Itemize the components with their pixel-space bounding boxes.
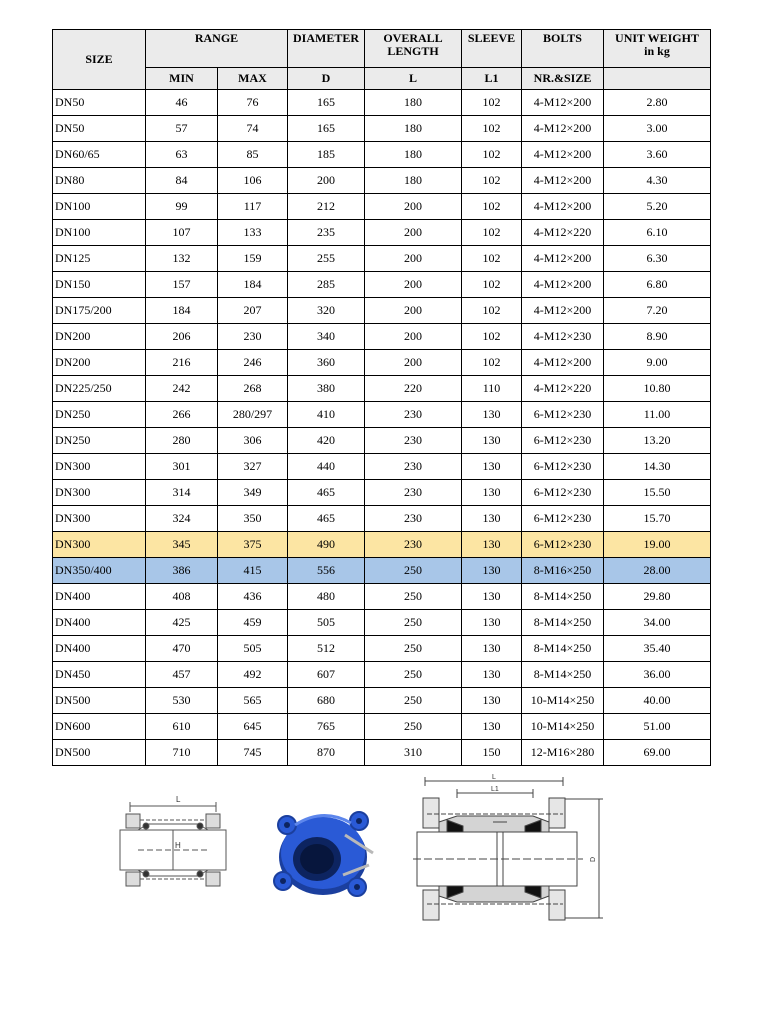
cell-bolts: 4-M12×200 bbox=[522, 142, 604, 168]
cell-l: 250 bbox=[365, 714, 462, 740]
cell-size: DN150 bbox=[53, 272, 146, 298]
cell-weight: 14.30 bbox=[604, 454, 711, 480]
cell-l: 180 bbox=[365, 142, 462, 168]
cell-bolts: 10-M14×250 bbox=[522, 688, 604, 714]
header-unit-weight-line1: UNIT WEIGHT bbox=[615, 31, 699, 45]
cell-min: 470 bbox=[146, 636, 218, 662]
cell-bolts: 8-M14×250 bbox=[522, 636, 604, 662]
cell-d: 200 bbox=[288, 168, 365, 194]
cell-l1: 130 bbox=[462, 610, 522, 636]
cell-l1: 130 bbox=[462, 506, 522, 532]
table-row bbox=[53, 428, 711, 454]
cell-l1: 150 bbox=[462, 740, 522, 766]
cell-size: DN350/400 bbox=[53, 558, 146, 584]
cell-weight: 11.00 bbox=[604, 402, 711, 428]
cell-l: 200 bbox=[365, 194, 462, 220]
cell-weight: 51.00 bbox=[604, 714, 711, 740]
cell-max: 415 bbox=[218, 558, 288, 584]
header-overall-length-sub: L bbox=[365, 68, 462, 90]
cell-bolts: 6-M12×230 bbox=[522, 402, 604, 428]
table-row bbox=[53, 636, 711, 662]
table-row bbox=[53, 142, 711, 168]
small-drawing-label-l: L bbox=[176, 795, 181, 804]
cell-size: DN500 bbox=[53, 688, 146, 714]
cell-weight: 19.00 bbox=[604, 532, 711, 558]
small-drawing-label-h: H bbox=[175, 841, 181, 850]
large-drawing-label-l: L bbox=[492, 774, 496, 781]
cell-l1: 130 bbox=[462, 662, 522, 688]
cell-min: 280 bbox=[146, 428, 218, 454]
cell-size: DN100 bbox=[53, 220, 146, 246]
cell-l1: 130 bbox=[462, 532, 522, 558]
cell-d: 410 bbox=[288, 402, 365, 428]
cell-min: 345 bbox=[146, 532, 218, 558]
cell-min: 216 bbox=[146, 350, 218, 376]
cell-l: 200 bbox=[365, 298, 462, 324]
cell-max: 436 bbox=[218, 584, 288, 610]
cell-l: 230 bbox=[365, 480, 462, 506]
cell-bolts: 6-M12×230 bbox=[522, 532, 604, 558]
cell-min: 184 bbox=[146, 298, 218, 324]
cell-size: DN60/65 bbox=[53, 142, 146, 168]
header-unit-weight-line2: in kg bbox=[644, 44, 670, 58]
cell-bolts: 4-M12×200 bbox=[522, 168, 604, 194]
cell-min: 242 bbox=[146, 376, 218, 402]
table-row bbox=[53, 480, 711, 506]
cell-weight: 35.40 bbox=[604, 636, 711, 662]
cell-l: 180 bbox=[365, 116, 462, 142]
cell-weight: 2.80 bbox=[604, 90, 711, 116]
cell-l1: 102 bbox=[462, 168, 522, 194]
cell-min: 84 bbox=[146, 168, 218, 194]
cell-weight: 40.00 bbox=[604, 688, 711, 714]
cell-l: 200 bbox=[365, 246, 462, 272]
cell-l: 250 bbox=[365, 636, 462, 662]
cell-min: 46 bbox=[146, 90, 218, 116]
cell-min: 132 bbox=[146, 246, 218, 272]
table-row bbox=[53, 610, 711, 636]
cell-d: 165 bbox=[288, 90, 365, 116]
table-row bbox=[53, 116, 711, 142]
cell-size: DN125 bbox=[53, 246, 146, 272]
cell-max: 246 bbox=[218, 350, 288, 376]
cell-l: 250 bbox=[365, 558, 462, 584]
cell-weight: 5.20 bbox=[604, 194, 711, 220]
table-row bbox=[53, 272, 711, 298]
table-row bbox=[53, 402, 711, 428]
cell-l: 230 bbox=[365, 532, 462, 558]
cell-weight: 34.00 bbox=[604, 610, 711, 636]
cell-weight: 69.00 bbox=[604, 740, 711, 766]
cell-bolts: 8-M14×250 bbox=[522, 584, 604, 610]
cell-bolts: 4-M12×200 bbox=[522, 246, 604, 272]
cell-min: 408 bbox=[146, 584, 218, 610]
header-overall-length-line2: LENGTH bbox=[387, 44, 439, 58]
cell-l1: 102 bbox=[462, 298, 522, 324]
cell-max: 505 bbox=[218, 636, 288, 662]
header-unit-weight bbox=[604, 30, 711, 68]
cell-l1: 102 bbox=[462, 142, 522, 168]
cell-max: 565 bbox=[218, 688, 288, 714]
cell-weight: 15.50 bbox=[604, 480, 711, 506]
cell-size: DN250 bbox=[53, 402, 146, 428]
table-row bbox=[53, 246, 711, 272]
cell-d: 870 bbox=[288, 740, 365, 766]
cell-size: DN500 bbox=[53, 740, 146, 766]
cell-l: 200 bbox=[365, 324, 462, 350]
table-row bbox=[53, 298, 711, 324]
table-row bbox=[53, 168, 711, 194]
cell-max: 117 bbox=[218, 194, 288, 220]
cell-d: 255 bbox=[288, 246, 365, 272]
cell-d: 340 bbox=[288, 324, 365, 350]
spec-table bbox=[52, 29, 711, 766]
cell-l1: 102 bbox=[462, 350, 522, 376]
header-unit-weight-sub bbox=[604, 68, 711, 90]
table-row bbox=[53, 584, 711, 610]
cell-size: DN50 bbox=[53, 116, 146, 142]
table-row bbox=[53, 90, 711, 116]
cell-d: 360 bbox=[288, 350, 365, 376]
cell-min: 157 bbox=[146, 272, 218, 298]
cell-weight: 8.90 bbox=[604, 324, 711, 350]
header-size: SIZE bbox=[53, 30, 146, 90]
cell-min: 63 bbox=[146, 142, 218, 168]
header-min: MIN bbox=[146, 68, 218, 90]
cell-bolts: 4-M12×200 bbox=[522, 194, 604, 220]
cell-d: 235 bbox=[288, 220, 365, 246]
cell-d: 765 bbox=[288, 714, 365, 740]
cell-l1: 130 bbox=[462, 428, 522, 454]
cell-l1: 102 bbox=[462, 220, 522, 246]
cell-bolts: 4-M12×200 bbox=[522, 90, 604, 116]
cell-bolts: 6-M12×230 bbox=[522, 454, 604, 480]
small-technical-drawing bbox=[118, 790, 228, 905]
header-sleeve: SLEEVE bbox=[462, 30, 522, 68]
cell-max: 85 bbox=[218, 142, 288, 168]
header-overall-length-line1: OVERALL bbox=[383, 31, 443, 45]
cell-d: 505 bbox=[288, 610, 365, 636]
cell-weight: 6.10 bbox=[604, 220, 711, 246]
cell-max: 133 bbox=[218, 220, 288, 246]
cell-size: DN300 bbox=[53, 532, 146, 558]
cell-max: 159 bbox=[218, 246, 288, 272]
table-row bbox=[53, 714, 711, 740]
cell-l1: 102 bbox=[462, 324, 522, 350]
cell-max: 184 bbox=[218, 272, 288, 298]
cell-l1: 130 bbox=[462, 402, 522, 428]
cell-l1: 130 bbox=[462, 714, 522, 740]
cell-l1: 130 bbox=[462, 558, 522, 584]
cell-weight: 6.30 bbox=[604, 246, 711, 272]
cell-min: 57 bbox=[146, 116, 218, 142]
cell-size: DN300 bbox=[53, 480, 146, 506]
product-photo bbox=[265, 795, 380, 907]
cell-l: 250 bbox=[365, 662, 462, 688]
cell-min: 530 bbox=[146, 688, 218, 714]
cell-l1: 130 bbox=[462, 480, 522, 506]
cell-size: DN50 bbox=[53, 90, 146, 116]
cell-min: 610 bbox=[146, 714, 218, 740]
header-diameter: DIAMETER bbox=[288, 30, 365, 68]
cell-l: 230 bbox=[365, 454, 462, 480]
table-row bbox=[53, 558, 711, 584]
cell-l1: 130 bbox=[462, 454, 522, 480]
cell-d: 212 bbox=[288, 194, 365, 220]
cell-weight: 9.00 bbox=[604, 350, 711, 376]
cell-min: 386 bbox=[146, 558, 218, 584]
cell-size: DN175/200 bbox=[53, 298, 146, 324]
cell-size: DN100 bbox=[53, 194, 146, 220]
table-row bbox=[53, 324, 711, 350]
cell-max: 280/297 bbox=[218, 402, 288, 428]
cell-size: DN400 bbox=[53, 584, 146, 610]
header-bolts: BOLTS bbox=[522, 30, 604, 68]
cell-min: 425 bbox=[146, 610, 218, 636]
cell-min: 457 bbox=[146, 662, 218, 688]
cell-bolts: 4-M12×220 bbox=[522, 220, 604, 246]
cell-l1: 110 bbox=[462, 376, 522, 402]
cell-l1: 102 bbox=[462, 90, 522, 116]
large-drawing-label-d: D bbox=[590, 856, 597, 862]
cell-max: 349 bbox=[218, 480, 288, 506]
cell-bolts: 8-M14×250 bbox=[522, 662, 604, 688]
cell-l: 250 bbox=[365, 610, 462, 636]
table-row bbox=[53, 662, 711, 688]
cell-l1: 102 bbox=[462, 194, 522, 220]
cell-size: DN200 bbox=[53, 324, 146, 350]
cell-size: DN450 bbox=[53, 662, 146, 688]
cell-d: 320 bbox=[288, 298, 365, 324]
cell-max: 306 bbox=[218, 428, 288, 454]
cell-d: 490 bbox=[288, 532, 365, 558]
cell-size: DN400 bbox=[53, 610, 146, 636]
cell-min: 99 bbox=[146, 194, 218, 220]
cell-weight: 4.30 bbox=[604, 168, 711, 194]
cell-weight: 13.20 bbox=[604, 428, 711, 454]
table-row bbox=[53, 194, 711, 220]
large-drawing-label-l1: L1 bbox=[491, 786, 499, 793]
cell-d: 420 bbox=[288, 428, 365, 454]
cell-weight: 28.00 bbox=[604, 558, 711, 584]
cell-d: 680 bbox=[288, 688, 365, 714]
cell-max: 268 bbox=[218, 376, 288, 402]
cell-bolts: 8-M16×250 bbox=[522, 558, 604, 584]
cell-min: 206 bbox=[146, 324, 218, 350]
cell-max: 230 bbox=[218, 324, 288, 350]
cell-max: 375 bbox=[218, 532, 288, 558]
cell-l: 220 bbox=[365, 376, 462, 402]
cell-d: 285 bbox=[288, 272, 365, 298]
cell-max: 74 bbox=[218, 116, 288, 142]
cell-weight: 10.80 bbox=[604, 376, 711, 402]
cell-l: 230 bbox=[365, 402, 462, 428]
cell-d: 185 bbox=[288, 142, 365, 168]
cell-min: 324 bbox=[146, 506, 218, 532]
cell-min: 301 bbox=[146, 454, 218, 480]
cell-max: 207 bbox=[218, 298, 288, 324]
cell-weight: 3.60 bbox=[604, 142, 711, 168]
cell-max: 492 bbox=[218, 662, 288, 688]
cell-l: 200 bbox=[365, 220, 462, 246]
cell-bolts: 4-M12×230 bbox=[522, 324, 604, 350]
cell-size: DN300 bbox=[53, 454, 146, 480]
cell-weight: 36.00 bbox=[604, 662, 711, 688]
cell-max: 106 bbox=[218, 168, 288, 194]
table-row bbox=[53, 350, 711, 376]
cell-weight: 29.80 bbox=[604, 584, 711, 610]
cell-l: 200 bbox=[365, 350, 462, 376]
cell-weight: 3.00 bbox=[604, 116, 711, 142]
cell-size: DN225/250 bbox=[53, 376, 146, 402]
cell-l: 250 bbox=[365, 688, 462, 714]
cell-l1: 130 bbox=[462, 584, 522, 610]
cell-l: 230 bbox=[365, 506, 462, 532]
cell-l1: 130 bbox=[462, 688, 522, 714]
header-diameter-sub: D bbox=[288, 68, 365, 90]
cell-d: 465 bbox=[288, 506, 365, 532]
cell-bolts: 4-M12×200 bbox=[522, 350, 604, 376]
table-row bbox=[53, 454, 711, 480]
cell-size: DN600 bbox=[53, 714, 146, 740]
cell-max: 76 bbox=[218, 90, 288, 116]
cell-size: DN250 bbox=[53, 428, 146, 454]
table-row bbox=[53, 506, 711, 532]
table-row bbox=[53, 740, 711, 766]
cell-bolts: 8-M14×250 bbox=[522, 610, 604, 636]
cell-max: 745 bbox=[218, 740, 288, 766]
cell-weight: 15.70 bbox=[604, 506, 711, 532]
cell-bolts: 4-M12×200 bbox=[522, 116, 604, 142]
cell-bolts: 6-M12×230 bbox=[522, 428, 604, 454]
cell-max: 459 bbox=[218, 610, 288, 636]
cell-d: 165 bbox=[288, 116, 365, 142]
cell-min: 107 bbox=[146, 220, 218, 246]
cell-d: 480 bbox=[288, 584, 365, 610]
large-technical-drawing bbox=[413, 772, 605, 944]
cell-max: 327 bbox=[218, 454, 288, 480]
header-max: MAX bbox=[218, 68, 288, 90]
cell-min: 314 bbox=[146, 480, 218, 506]
cell-l: 230 bbox=[365, 428, 462, 454]
cell-l: 310 bbox=[365, 740, 462, 766]
cell-size: DN300 bbox=[53, 506, 146, 532]
cell-bolts: 10-M14×250 bbox=[522, 714, 604, 740]
cell-max: 350 bbox=[218, 506, 288, 532]
cell-d: 556 bbox=[288, 558, 365, 584]
cell-size: DN200 bbox=[53, 350, 146, 376]
cell-l1: 102 bbox=[462, 246, 522, 272]
table-row bbox=[53, 688, 711, 714]
cell-size: DN400 bbox=[53, 636, 146, 662]
cell-l1: 130 bbox=[462, 636, 522, 662]
table-row bbox=[53, 220, 711, 246]
cell-d: 380 bbox=[288, 376, 365, 402]
header-overall-length bbox=[365, 30, 462, 68]
cell-bolts: 6-M12×230 bbox=[522, 480, 604, 506]
cell-bolts: 4-M12×200 bbox=[522, 272, 604, 298]
cell-min: 266 bbox=[146, 402, 218, 428]
cell-weight: 7.20 bbox=[604, 298, 711, 324]
cell-l: 180 bbox=[365, 90, 462, 116]
cell-d: 607 bbox=[288, 662, 365, 688]
header-bolts-sub: NR.&SIZE bbox=[522, 68, 604, 90]
cell-size: DN80 bbox=[53, 168, 146, 194]
cell-weight: 6.80 bbox=[604, 272, 711, 298]
cell-bolts: 6-M12×230 bbox=[522, 506, 604, 532]
header-sleeve-sub: L1 bbox=[462, 68, 522, 90]
table-row bbox=[53, 376, 711, 402]
cell-l1: 102 bbox=[462, 116, 522, 142]
cell-l: 250 bbox=[365, 584, 462, 610]
cell-d: 440 bbox=[288, 454, 365, 480]
table-row bbox=[53, 532, 711, 558]
cell-max: 645 bbox=[218, 714, 288, 740]
cell-bolts: 4-M12×200 bbox=[522, 298, 604, 324]
cell-bolts: 4-M12×220 bbox=[522, 376, 604, 402]
cell-l: 200 bbox=[365, 272, 462, 298]
cell-l: 180 bbox=[365, 168, 462, 194]
cell-min: 710 bbox=[146, 740, 218, 766]
cell-d: 465 bbox=[288, 480, 365, 506]
cell-l1: 102 bbox=[462, 272, 522, 298]
table-body bbox=[53, 90, 711, 766]
header-range: RANGE bbox=[146, 30, 288, 68]
cell-bolts: 12-M16×280 bbox=[522, 740, 604, 766]
cell-d: 512 bbox=[288, 636, 365, 662]
